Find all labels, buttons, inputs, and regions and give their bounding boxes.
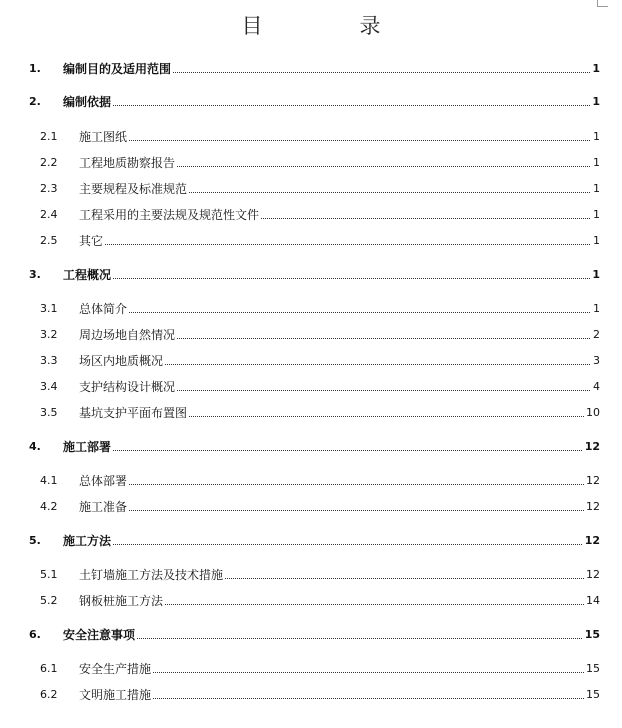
toc-entry-title: 工程采用的主要法规及规范性文件	[79, 208, 260, 222]
toc-entry-page-number: 15	[586, 662, 600, 675]
toc-title: 目 录	[241, 14, 419, 38]
toc-entry-number: 3.4	[40, 380, 58, 393]
toc-entry-page-number: 1	[593, 302, 600, 315]
toc-entry-subheading[interactable]	[0, 154, 622, 170]
toc-entry-title: 周边场地自然情况	[79, 328, 176, 342]
toc-entry-number: 3.	[29, 268, 41, 281]
toc-entry-number: 2.	[29, 95, 41, 108]
toc-entry-page-number: 1	[592, 62, 600, 75]
toc-entry-page-number: 1	[592, 95, 600, 108]
toc-dot-leader	[79, 312, 596, 313]
toc-dot-leader	[63, 544, 596, 545]
toc-entry-title: 编制目的及适用范围	[63, 62, 172, 76]
toc-entry-title: 施工方法	[63, 534, 112, 548]
toc-entry-number: 6.1	[40, 662, 58, 675]
toc-entry-subheading[interactable]	[0, 180, 622, 196]
toc-entry-number: 5.	[29, 534, 41, 547]
toc-entry-number: 2.5	[40, 234, 58, 247]
toc-entry-title: 土钉墙施工方法及技术措施	[79, 568, 224, 582]
toc-entry-page-number: 12	[586, 500, 600, 513]
toc-entry-subheading[interactable]	[0, 206, 622, 222]
toc-entry-page-number: 1	[593, 156, 600, 169]
toc-entry-title: 总体简介	[79, 302, 128, 316]
toc-entry-number: 5.2	[40, 594, 58, 607]
toc-entry-page-number: 1	[593, 182, 600, 195]
toc-entry-number: 2.2	[40, 156, 58, 169]
toc-entry-number: 3.2	[40, 328, 58, 341]
toc-entry-title: 施工部署	[63, 440, 112, 454]
toc-entry-number: 5.1	[40, 568, 58, 581]
toc-entry-subheading[interactable]	[0, 232, 622, 248]
toc-dot-leader	[79, 672, 596, 673]
toc-dot-leader	[79, 244, 596, 245]
toc-dot-leader	[63, 278, 596, 279]
toc-entry-title: 工程概况	[63, 268, 112, 282]
toc-entry-number: 4.1	[40, 474, 58, 487]
toc-entry-page-number: 12	[586, 568, 600, 581]
toc-entry-heading[interactable]	[0, 626, 622, 642]
toc-entry-number: 3.5	[40, 406, 58, 419]
toc-dot-leader	[79, 140, 596, 141]
toc-entry-title: 编制依据	[63, 95, 112, 109]
page-corner-mark	[597, 0, 608, 7]
toc-entry-subheading[interactable]	[0, 566, 622, 582]
toc-entry-title: 安全注意事项	[63, 628, 136, 642]
toc-dot-leader	[63, 450, 596, 451]
toc-entry-heading[interactable]	[0, 266, 622, 282]
toc-entry-page-number: 3	[593, 354, 600, 367]
toc-entry-number: 3.1	[40, 302, 58, 315]
toc-entry-subheading[interactable]	[0, 686, 622, 702]
toc-entry-page-number: 1	[593, 208, 600, 221]
toc-entry-subheading[interactable]	[0, 660, 622, 676]
toc-entry-title: 工程地质勘察报告	[79, 156, 176, 170]
toc-entry-page-number: 12	[584, 534, 600, 547]
toc-entry-subheading[interactable]	[0, 472, 622, 488]
toc-entry-page-number: 1	[592, 268, 600, 281]
toc-entry-page-number: 15	[586, 688, 600, 701]
toc-entry-number: 2.1	[40, 130, 58, 143]
toc-entry-page-number: 12	[584, 440, 600, 453]
toc-entry-number: 2.4	[40, 208, 58, 221]
toc-entry-heading[interactable]	[0, 60, 622, 76]
toc-entry-page-number: 1	[593, 130, 600, 143]
toc-entry-title: 场区内地质概况	[79, 354, 164, 368]
toc-entry-number: 6.	[29, 628, 41, 641]
toc-entry-page-number: 4	[593, 380, 600, 393]
toc-entry-subheading[interactable]	[0, 300, 622, 316]
toc-entry-number: 3.3	[40, 354, 58, 367]
toc-entry-subheading[interactable]	[0, 498, 622, 514]
toc-entry-page-number: 12	[586, 474, 600, 487]
toc-dot-leader	[79, 698, 596, 699]
toc-entry-title: 支护结构设计概况	[79, 380, 176, 394]
toc-entry-title: 文明施工措施	[79, 688, 152, 702]
toc-entry-number: 1.	[29, 62, 41, 75]
toc-entry-page-number: 1	[593, 234, 600, 247]
toc-dot-leader	[79, 510, 596, 511]
toc-entry-number: 4.2	[40, 500, 58, 513]
toc-entry-number: 4.	[29, 440, 41, 453]
toc-entry-subheading[interactable]	[0, 404, 622, 420]
toc-entry-title: 钢板桩施工方法	[79, 594, 164, 608]
toc-entry-title: 其它	[79, 234, 104, 248]
toc-entry-subheading[interactable]	[0, 592, 622, 608]
toc-entry-title: 基坑支护平面布置图	[79, 406, 188, 420]
toc-entry-subheading[interactable]	[0, 326, 622, 342]
toc-entry-heading[interactable]	[0, 438, 622, 454]
toc-entry-page-number: 15	[584, 628, 600, 641]
toc-entry-title: 主要规程及标准规范	[79, 182, 188, 196]
toc-entry-subheading[interactable]	[0, 378, 622, 394]
toc-entry-heading[interactable]	[0, 532, 622, 548]
toc-entry-page-number: 2	[593, 328, 600, 341]
toc-entry-number: 6.2	[40, 688, 58, 701]
toc-entry-subheading[interactable]	[0, 352, 622, 368]
toc-entry-subheading[interactable]	[0, 128, 622, 144]
toc-dot-leader	[63, 105, 596, 106]
toc-entry-page-number: 10	[586, 406, 600, 419]
toc-dot-leader	[63, 638, 596, 639]
toc-entry-title: 施工准备	[79, 500, 128, 514]
toc-entry-page-number: 14	[586, 594, 600, 607]
toc-entry-heading[interactable]	[0, 93, 622, 109]
toc-entry-number: 2.3	[40, 182, 58, 195]
toc-entry-title: 总体部署	[79, 474, 128, 488]
toc-entry-title: 安全生产措施	[79, 662, 152, 676]
toc-entry-title: 施工图纸	[79, 130, 128, 144]
toc-dot-leader	[79, 484, 596, 485]
